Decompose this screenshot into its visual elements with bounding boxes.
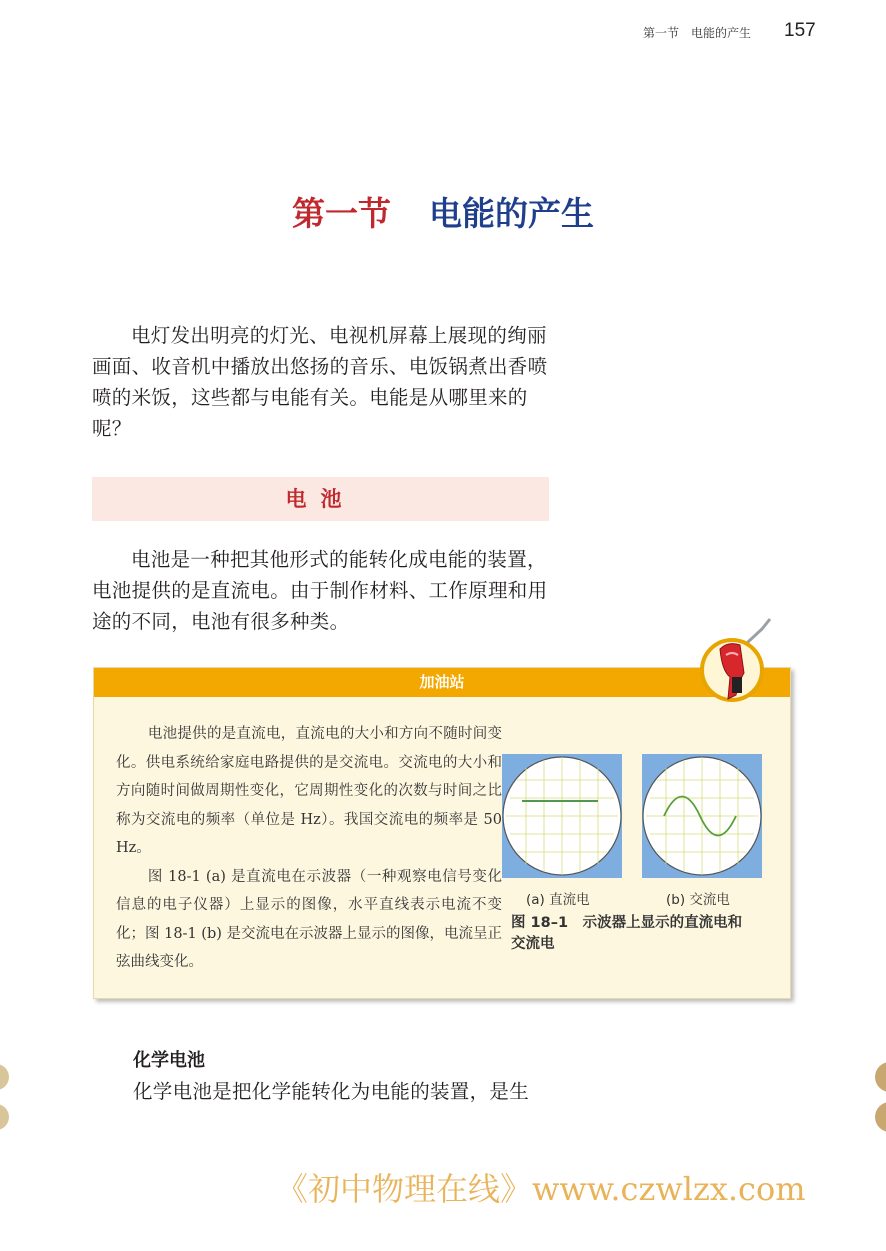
running-header-title: 第一节 电能的产生 xyxy=(643,26,752,40)
figure-label: 图 18–1 xyxy=(511,915,569,931)
page-number: 157 xyxy=(784,20,816,41)
intro-paragraph xyxy=(92,320,552,444)
left-edge-decoration xyxy=(0,1055,10,1145)
subsection-heading-battery xyxy=(92,477,549,521)
figure-title: 示波器上显示的直流电和交流电 xyxy=(511,915,743,952)
oscilloscope-ac-figure xyxy=(642,754,762,878)
section-heading xyxy=(0,188,886,235)
sidebar-title: 加油站 xyxy=(419,673,465,691)
figure-caption xyxy=(511,913,751,955)
sidebar-title-bar xyxy=(94,668,790,697)
sidebar-text xyxy=(116,720,502,977)
battery-text: 电池是一种把其他形式的能转化成电能的装置，电池提供的是直流电。由于制作材料、工作原理和用途的不同，电池有很多种类。 xyxy=(92,548,548,633)
watermark: 《初中物理在线》www.czwlzx.com xyxy=(276,1170,806,1208)
subsection-title: 电池 xyxy=(285,487,356,511)
intro-text: 电灯发出明亮的灯光、电视机屏幕上展现的绚丽画面、收音机中播放出悠扬的音乐、电饭锅煮出香喷喷的米饭，这些都与电能有关。电能是从哪里来的呢？ xyxy=(92,324,548,440)
figure-caption-a: (a) 直流电 xyxy=(526,892,590,908)
battery-paragraph xyxy=(92,544,552,637)
section-name: 电能的产生 xyxy=(429,194,594,233)
subsection-heading-chemical-battery: 化学电池 xyxy=(133,1050,205,1071)
section-number: 第一节 xyxy=(292,194,391,233)
chemical-battery-paragraph: 化学电池是把化学能转化为电能的装置，是生 xyxy=(133,1080,530,1103)
sidebar-paragraph-2: 图 18-1 (a) 是直流电在示波器（一种观察电信号变化信息的电子仪器）上显示的图像，水平直线表示电流不变化；图 18-1 (b) 是交流电在示波器上显示的图像，电流呈正弦曲线变化。 xyxy=(116,868,502,970)
sidebar-paragraph-1: 电池提供的是直流电，直流电的大小和方向不随时间变化。供电系统给家庭电路提供的是交流电。交流电的大小和方向随时间做周期性变化，它周期性变化的次数与时间之比称为交流电的频率（单位是 Hz）。我国交流电的频率是 50 Hz。 xyxy=(116,726,502,856)
right-edge-decoration xyxy=(872,1055,886,1145)
gas-pump-icon xyxy=(700,615,778,707)
sidebar-box xyxy=(93,667,791,999)
oscilloscope-dc-figure xyxy=(502,754,622,878)
figure-caption-b: (b) 交流电 xyxy=(666,892,730,908)
